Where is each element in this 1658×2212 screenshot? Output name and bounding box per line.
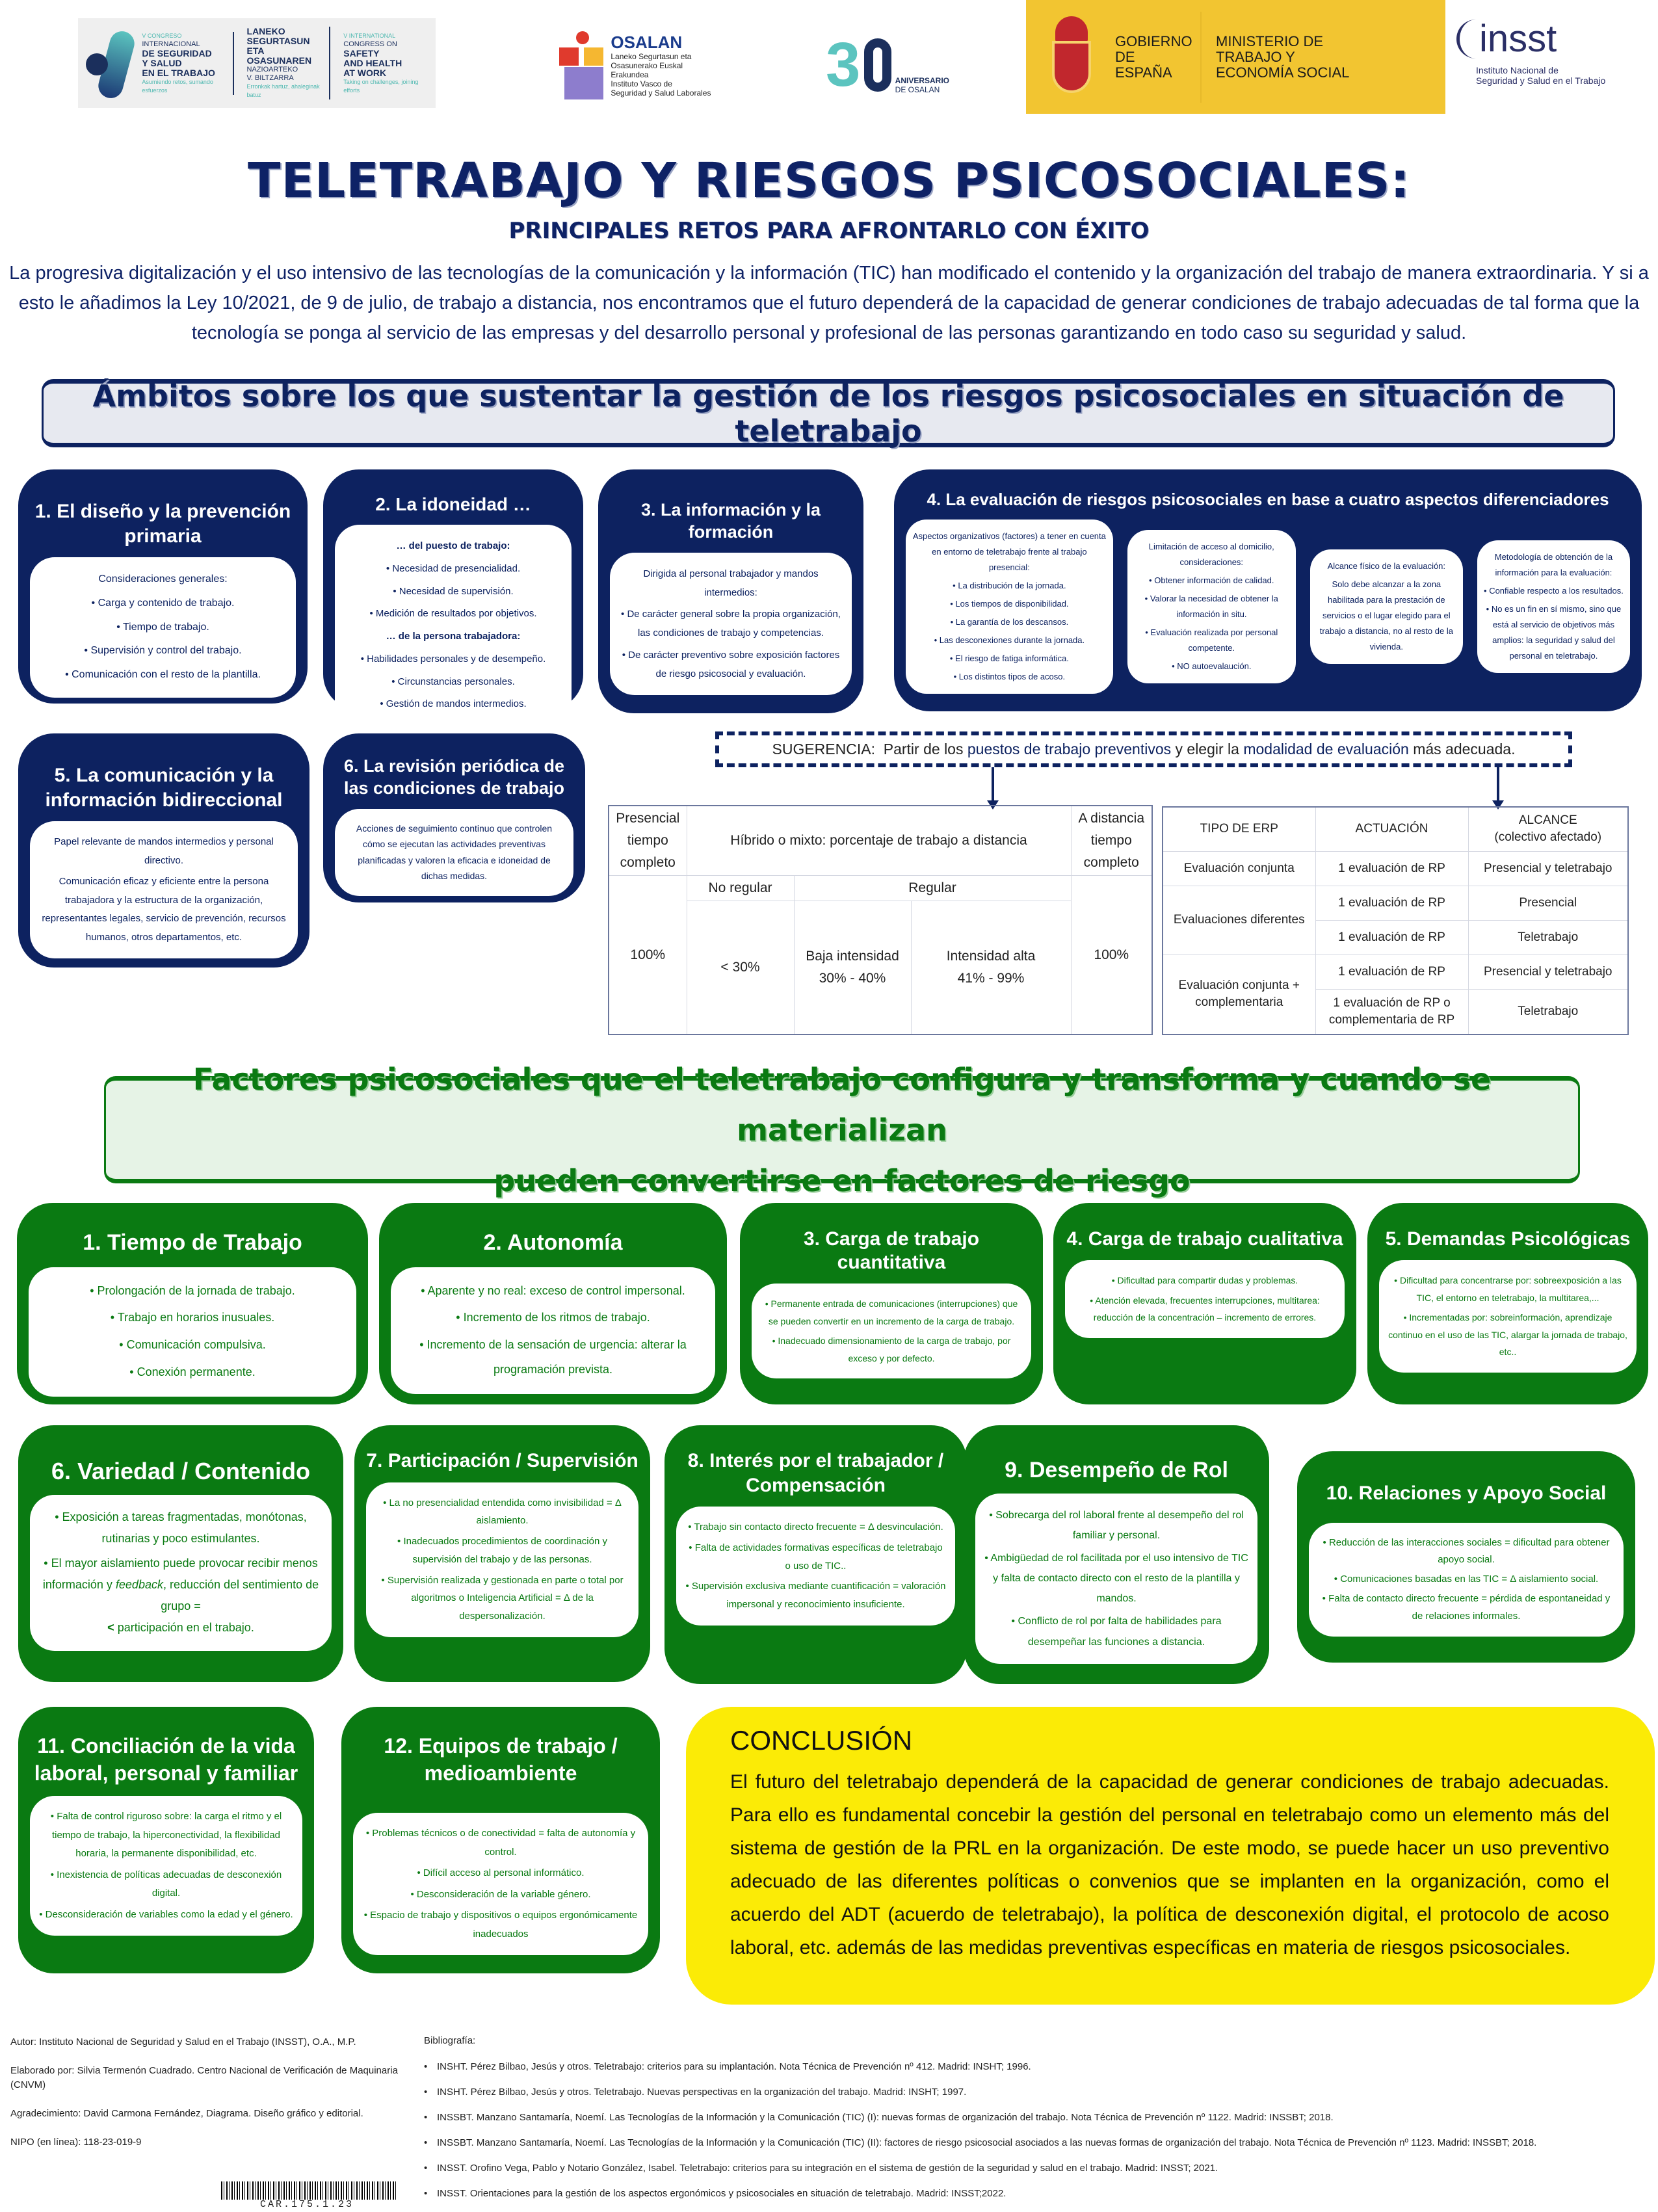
bibliography	[424, 2034, 1653, 2212]
conclusion-title: CONCLUSIÓN	[730, 1725, 913, 1756]
page-subtitle: PRINCIPALES RETOS PARA AFRONTARLO CON ÉXITO	[508, 218, 1150, 244]
factor-card-6: 6. Variedad / Contenido • Exposición a tareas fragmentadas, monótonas, rutinarias y poco estimulantes. • El mayor aislamiento puede provocar recibir menos información y feedback, reducción del sentimiento de grupo = < participación en el trabajo.	[18, 1425, 343, 1682]
less-than-icon: <	[107, 1621, 114, 1635]
intro-paragraph: La progresiva digitalización y el uso intensivo de las tecnologías de la comunicación y la información (TIC) han modificado el contenido y la organización del trabajo de manera extraordinaria. Y si a esto le añadimos la Ley 10/2021, de 9 de julio, de trabajo a distancia, nos encontramos que el futuro dependerá de la capacidad de generar condiciones de trabajo adecuadas de tal forma que la tecnología se ponga al servicio de las empresas y del desarrollo personal y profesional de las personas garantizando en todo caso su seguridad y salud.	[9, 263, 1649, 343]
arrow-down-icon	[992, 767, 994, 803]
insst-logo: insst Instituto Nacional de Seguridad y Salud en el Trabajo	[1456, 20, 1651, 111]
evaluation-box-methodology: Metodología de obtención de la información para la evaluación: • Confiable respecto a los resultados. • No es un fin en sí mismo, sino que está al servicio de objetivos más amplios: la seguridad y salud del personal en teletrabajo.	[1477, 540, 1630, 673]
suggestion-box: SUGERENCIA: Partir de los puestos de trabajo preventivos y elegir la modalidad de evaluación más adecuada.	[715, 731, 1572, 767]
factor-card-10: 10. Relaciones y Apoyo Social • Reducción de las interacciones sociales = dificultad para obtener apoyo social. • Comunicaciones basadas en las TIC = Δ aislamiento social. • Falta de contacto directo frecuente = pérdida de espontaneidad y de relaciones informales.	[1297, 1451, 1635, 1663]
erp-type-table: TIPO DE ERP ACTUACIÓN ALCANCE (colectivo afectado) Evaluación conjunta 1 evaluación de RP Presencial y teletrabajo Evaluaciones diferentes 1 evaluación de RP Presencial 1 evaluación de RP Teletrabajo Evaluación conjunta + complementaria 1 evaluación de RP Presencial y teletrabajo 1 evaluación de RP o complementaria de RP Teletrabajo	[1162, 806, 1629, 1035]
factor-card-9: 9. Desempeño de Rol • Sobrecarga del rol laboral frente al desempeño del rol familiar y personal. • Ambigüedad de rol facilitada por el uso intensivo de TIC y falta de contacto directo con el resto de la plantilla y mandos. • Conflicto de rol por falta de habilidades para desempeñar las funciones a distancia.	[964, 1425, 1269, 1684]
coat-of-arms-icon	[1042, 16, 1101, 98]
bibliography-ref: • INSST. Orofino Vega, Pablo y Notario González, Isabel. Teletrabajo: criterios para su integración en el sistema de gestión de la seguridad y salud en el trabajo. Madrid: INSST; 2021.	[424, 2161, 1653, 2176]
government-of-spain-logo: GOBIERNO DE ESPAÑA MINISTERIO DE TRABAJO Y ECONOMÍA SOCIAL	[1026, 0, 1445, 114]
credits	[10, 2035, 414, 2164]
page-title: TELETRABAJO Y RIESGOS PSICOSOCIALES:	[248, 153, 1410, 209]
factor-card-3: 3. Carga de trabajo cuantitativa • Permanente entrada de comunicaciones (interrupciones) que se pueden convertir en un incremento de la carga de trabajo. • Inadecuado dimensionamiento de la carga de trabajo, por exceso y por defecto.	[740, 1203, 1043, 1404]
ambito-card-1: 1. El diseño y la prevención primaria Consideraciones generales: • Carga y contenido de trabajo. • Tiempo de trabajo. • Supervisión y control del trabajo. • Comunicación con el resto de la plantilla.	[18, 469, 308, 704]
ambito-card-6: 6. La revisión periódica de las condiciones de trabajo Acciones de seguimiento continuo que controlen cómo se ejecutan las actividades preventivas planificadas y valoren la eficacia e idoneidad de dichas medidas.	[323, 733, 585, 902]
barcode-code: CAR.175.1.23	[260, 2199, 354, 2210]
osalan-logo: OSALAN Laneko Segurtasun eta Osasunerako Euskal Erakundea Instituto Vasco de Seguridad y Salud Laborales	[559, 29, 722, 101]
nipo: NIPO (en línea): 118-23-019-9	[10, 2137, 142, 2148]
congress-es: V CONGRESO INTERNACIONAL DE SEGURIDAD Y SALUD EN EL TRABAJO Asumiendo retos, sumando esfuerzos	[135, 32, 233, 95]
congress-eu: LANEKO SEGURTASUN ETA OSASUNAREN NAZIOARTEKO V. BILTZARRA Erronkak hartuz, ahaleginak batuz	[241, 27, 331, 99]
bibliography-ref: • INSSBT. Manzano Santamaría, Noemí. Las Tecnologías de la Información y la Comunicación (TIC) (II): factores de riesgo psicosocial asociados a las nuevas formas de organización del trabajo. Nota Técnica de Prevención nº 1123. Madrid: INSSBT; 2018.	[424, 2136, 1653, 2150]
congress-logo	[78, 18, 436, 108]
evaluation-box-physical-scope: Alcance físico de la evaluación: Solo debe alcanzar a la zona habilitada para la prestación de servicios o el lugar elegido para el trabajo a distancia, no al resto de la vivienda.	[1310, 549, 1463, 664]
ambito-card-3: 3. La información y la formación Dirigida al personal trabajador y mandos intermedios: • De carácter general sobre la propia organización, las condiciones de trabajo y competencias. • De carácter preventivo sobre exposición factores de riesgo psicosocial y evaluación.	[598, 469, 863, 713]
acknowledgement: Agradecimiento: David Carmona Fernández, Diagrama. Diseño gráfico y editorial.	[10, 2108, 363, 2119]
osalan-30-anniversary-logo: 3 ANIVERSARIO DE OSALAN	[826, 30, 949, 99]
bibliography-ref: • INSSBT. Manzano Santamaría, Noemí. Las Tecnologías de la Información y la Comunicación (TIC) (I): nuevas formas de organización del trabajo. Nota Técnica de Prevención nº 1122. Madrid: INSSBT; 2018.	[424, 2111, 1653, 2125]
author: Autor: Instituto Nacional de Seguridad y Salud en el Trabajo (INSST), O.A., M.P.	[10, 2036, 356, 2047]
factor-card-4: 4. Carga de trabajo cualitativa • Dificultad para compartir dudas y problemas. • Atención elevada, frecuentes interrupciones, multitarea: reducción de la concentración – incremento de errores.	[1053, 1203, 1356, 1404]
congress-en: V INTERNATIONAL CONGRESS ON SAFETY AND HEALTH AT WORK Taking on challenges, joining efforts	[343, 32, 419, 94]
factor-card-7: 7. Participación / Supervisión • La no presencialidad entendida como invisibilidad = Δ aislamiento. • Inadecuados procedimientos de coordinación y supervisión del trabajo y de las personas. • Supervisión realizada y gestionada en parte o total por algoritmos o Inteligencia Artificial = Δ de la despersonalización.	[354, 1425, 650, 1682]
barcode-icon	[221, 2181, 397, 2200]
work-modality-table: Presencial tiempo completo Híbrido o mixto: porcentaje de trabajo a distancia A distancia tiempo completo 100% No regular Regular 100% < 30% Baja intensidad 30% - 40% Intensidad alta 41% - 99%	[608, 805, 1153, 1035]
bibliography-ref: • INSST. Orientaciones para la gestión de los aspectos ergonómicos y psicosociales en situación de teletrabajo. Madrid: INSST;2022.	[424, 2187, 1653, 2201]
factor-card-11: 11. Conciliación de la vida laboral, personal y familiar • Falta de control riguroso sobre: la carga el ritmo y el tiempo de trabajo, la hiperconectividad, la flexibilidad horaria, la permanente disponibilidad, etc. • Inexistencia de políticas adecuadas de desconexión digital. • Desconsideración de variables como la edad y el género.	[18, 1707, 314, 1973]
conclusion-text: El futuro del teletrabajo dependerá de la capacidad de generar condiciones de trabajo adecuadas. Para ello es fundamental concebir la gestión del personal en teletrabajo como un elemento más del sistema de gestión de la PRL en la organización. De este modo, se puede hacer un uso preventivo adecuado de las diferentes políticas o convenios que se implanten en la organización, como el acuerdo del ADT (acuerdo de teletrabajo), la política de desconexión digital, el protocolo de acoso laboral, etc. además de las medidas preventivas específicas en materia de riesgos psicosociales.	[730, 1771, 1609, 1958]
ambito-card-5: 5. La comunicación y la información bidireccional Papel relevante de mandos intermedios y personal directivo. Comunicación eficaz y eficiente entre la persona trabajadora y la estructura de la organización, representantes legales, servicio de prevención, recursos humanos, otros departamentos, etc.	[18, 733, 309, 968]
bibliography-heading: Bibliografía:	[424, 2035, 476, 2046]
ambito-card-2: 2. La idoneidad … … del puesto de trabajo: • Necesidad de presencialidad. • Necesidad de supervisión. • Medición de resultados por objetivos. … de la persona trabajadora: • Habilidades personales y de desempeño. • Circunstancias personales. • Gestión de mandos intermedios.	[323, 469, 583, 710]
factores-heading: Factores psicosociales que el teletrabajo configura y transforma y cuando se materializan pueden convertirse en factores de riesgo	[104, 1076, 1580, 1183]
zero-ring-icon	[864, 38, 891, 92]
conclusion-box	[686, 1707, 1655, 2005]
evaluation-box-domicile: Limitación de acceso al domicilio, consideraciones: • Obtener información de calidad. • Valorar la necesidad de obtener la información in situ. • Evaluación realizada por personal competente. • NO autoevalaución.	[1127, 530, 1296, 683]
congress-mark-icon	[85, 27, 129, 99]
factor-card-12: 12. Equipos de trabajo / medioambiente • Problemas técnicos o de conectividad = falta de autonomía y control. • Difícil acceso al personal informático. • Desconsideración de la variable género. • Espacio de trabajo y dispositivos o equipos ergonómicamente inadecuados	[341, 1707, 660, 1973]
factor-card-5: 5. Demandas Psicológicas • Dificultad para concentrarse por: sobreexposición a las TIC, el entorno en teletrabajo, la multitarea,... • Incrementadas por: sobreinformación, aprendizaje continuo en el uso de las TIC, alargar la jornada de trabajo, etc..	[1367, 1203, 1648, 1404]
factor-card-8: 8. Interés por el trabajador / Compensación • Trabajo sin contacto directo frecuente = Δ desvinculación. • Falta de actividades formativas específicas de teletrabajo o uso de TIC.. • Supervisión exclusiva mediante cuantificación = valoración impersonal y reconocimiento insuficiente.	[665, 1425, 967, 1684]
ambitos-heading: Ámbitos sobre los que sustentar la gestión de los riesgos psicosociales en situación de teletrabajo	[42, 379, 1615, 447]
factor-card-1: 1. Tiempo de Trabajo • Prolongación de la jornada de trabajo. • Trabajo en horarios inusuales. • Comunicación compulsiva. • Conexión permanente.	[17, 1203, 368, 1404]
bibliography-ref: • INSHT. Pérez Bilbao, Jesús y otros. Teletrabajo: criterios para su implantación. Nota Técnica de Prevención nº 412. Madrid: INSHT; 1996.	[424, 2060, 1653, 2074]
evaluation-box-organizational: Aspectos organizativos (factores) a tener en cuenta en entorno de teletrabajo frente al trabajo presencial: • La distribución de la jornada. • Los tiempos de disponibilidad. • La garantía de los descansos. • Las desconexiones durante la jornada. • El riesgo de fatiga informática. • Los distintos tipos de acoso.	[906, 520, 1113, 694]
arrow-down-icon	[1497, 767, 1499, 803]
ambito-card-4: 4. La evaluación de riesgos psicosociales en base a cuatro aspectos diferenciadores Aspectos organizativos (factores) a tener en cuenta en entorno de teletrabajo frente al trabajo presencial: • La distribución de la jornada. • Los tiempos de disponibilidad. • La garantía de los descansos. • Las desconexiones durante la jornada. • El riesgo de fatiga informática. • Los distintos tipos de acoso. Limitación de acceso al domicilio, consideraciones: • Obtener información de calidad. • Valorar la necesidad de obtener la información in situ. • Evaluación realizada por personal competente. • NO autoevalaución. Alcance físico de la evaluación: Solo debe alcanzar a la zona habilitada para la prestación de servicios o el lugar elegido para el trabajo a distancia, no al resto de la vivienda. Metodología de obtención de la información para la evaluación: • Confiable respecto a los resultados. • No es un fin en sí mismo, sino que está al servicio de objetivos más amplios: la seguridad y salud del personal en teletrabajo.	[894, 469, 1642, 711]
osalan-figure-icon	[559, 31, 605, 99]
bibliography-ref: • INSHT. Pérez Bilbao, Jesús y otros. Teletrabajo. Nuevas perspectivas en la organización del trabajo. Madrid: INSHT; 1997.	[424, 2085, 1653, 2100]
factor-card-2: 2. Autonomía • Aparente y no real: exceso de control impersonal. • Incremento de los ritmos de trabajo. • Incremento de la sensación de urgencia: alterar la programación prevista.	[379, 1203, 727, 1404]
elaborated-by: Elaborado por: Silvia Termenón Cuadrado. Centro Nacional de Verificación de Maquinaria (CNVM)	[10, 2065, 398, 2090]
